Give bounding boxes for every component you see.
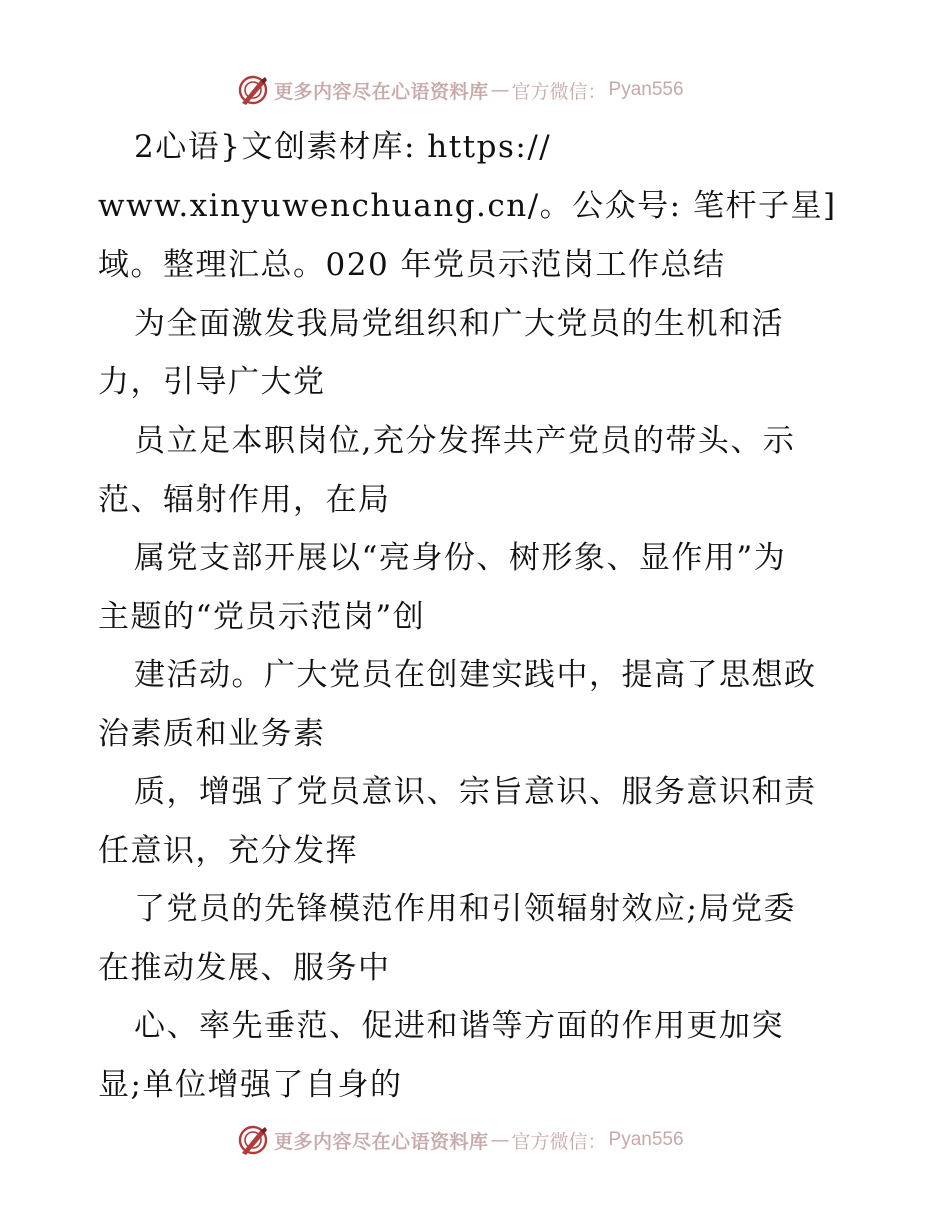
text-line: 质，增强了党员意识、宗旨意识、服务意识和责 xyxy=(134,774,817,810)
pen-seal-logo-icon xyxy=(236,1123,270,1157)
text-line: 属党支部开展以“亮身份、树形象、显作用”为 xyxy=(134,540,787,576)
watermark-main-text: 更多内容尽在心语资料库 xyxy=(274,1130,489,1153)
text-line: 在推动发展、服务中 xyxy=(98,950,391,986)
text-line: 主题的“党员示范岗”创 xyxy=(98,599,426,635)
text-line: 范、辐射作用，在局 xyxy=(98,482,391,518)
text-line: 力，引导广大党 xyxy=(98,364,326,400)
text-line: 了党员的先锋模范作用和引领辐射效应;局党委 xyxy=(134,891,796,927)
text-line: 任意识，充分发挥 xyxy=(98,833,358,869)
text-line: 心、率先垂范、促进和谐等方面的作用更加突 xyxy=(134,1008,784,1044)
text-line: 建活动。广大党员在创建实践中，提高了思想政 xyxy=(134,657,817,693)
text-line: 为全面激发我局党组织和广大党员的生机和活 xyxy=(134,306,784,342)
watermark-banner-top xyxy=(236,72,684,108)
watermark-wechat-id: Pyan556 xyxy=(608,1129,684,1150)
text-line: 域。整理汇总。020 年党员示范岗工作总结 xyxy=(98,247,726,283)
watermark-banner-bottom xyxy=(236,1122,684,1158)
watermark-wechat-label: 官方微信： xyxy=(511,80,607,103)
text-line: www.xinyuwenchuang.cn/。公众号: 笔杆子星] xyxy=(98,188,837,224)
text-line: 2心语}文创素材库: https:// xyxy=(134,129,552,165)
watermark-dash: — xyxy=(490,79,510,101)
watermark-wechat-id: Pyan556 xyxy=(608,79,684,100)
watermark-main-text: 更多内容尽在心语资料库 xyxy=(274,80,489,103)
text-line: 治素质和业务素 xyxy=(98,716,326,752)
watermark-wechat-label: 官方微信： xyxy=(511,1130,607,1153)
watermark-dash: — xyxy=(490,1129,510,1151)
text-line: 员立足本职岗位,充分发挥共产党员的带头、示 xyxy=(134,423,796,459)
text-line: 显;单位增强了自身的 xyxy=(98,1067,403,1103)
pen-seal-logo-icon xyxy=(236,73,270,107)
